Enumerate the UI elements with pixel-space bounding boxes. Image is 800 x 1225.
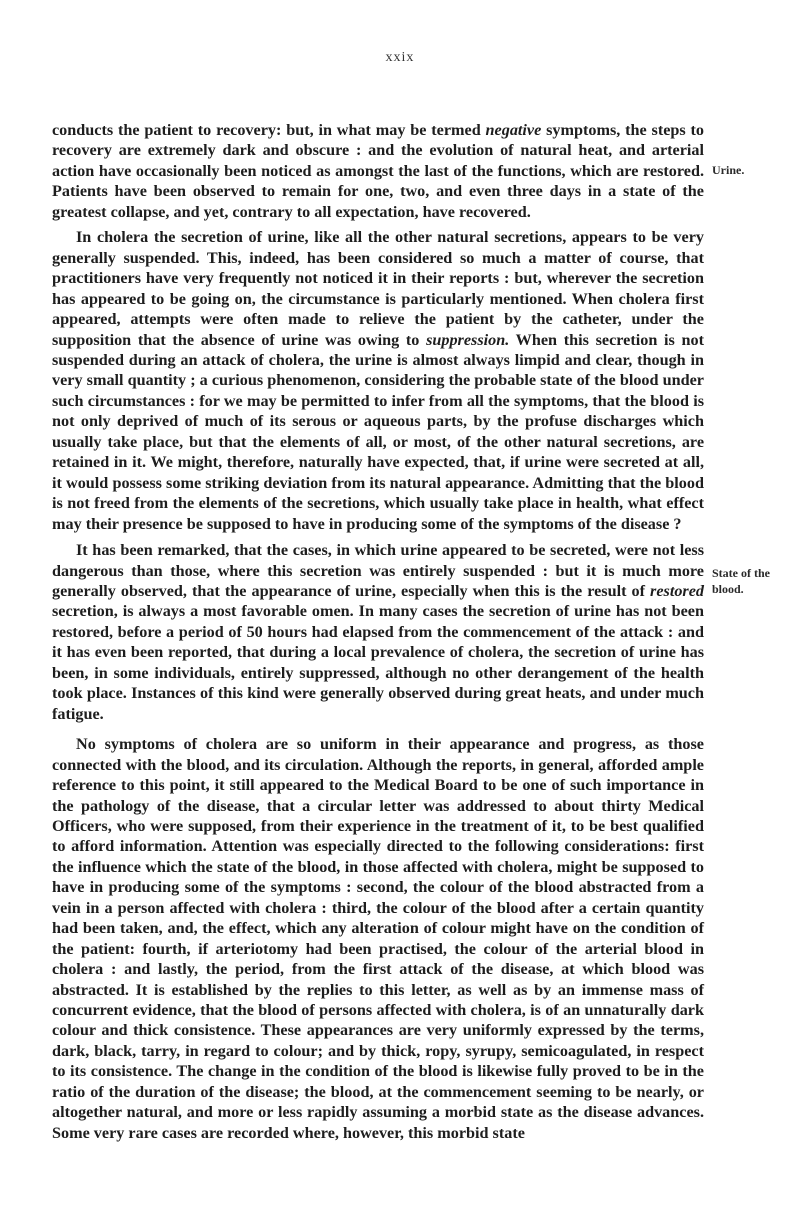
paragraph-urine-prognosis [52, 540, 704, 724]
body-text [52, 120, 704, 1149]
margin-note-blood-line1: State of the [712, 566, 770, 580]
paragraph-urine-prognosis-text-b: secretion, is always a most favorable omen. In many cases the secretion of urine has not been restored, before a period of 50 hours had elapsed from the commencement of the attack : and it has even been reported, that during a local prevalence of cholera, the secretion of urine has been, in some individuals, entirely suppressed, although no other derangement of the health took place. Instances of this kind were generally observed during great heats, and under much fatigue. [52, 602, 704, 723]
paragraph-recovery-emphasis: negative [485, 121, 542, 139]
paragraph-recovery-text-a: conducts the patient to recovery: but, in what may be termed [52, 121, 486, 139]
paragraph-blood: No symptoms of cholera are so uniform in their appearance and progress, as those connected with the blood, and its circulation. Although the reports, in general, afforded ample reference to this point, it still appeared to the Medical Board to be one of such importance in the pathology of the disease, that a circular letter was addressed to about thirty Medical Officers, who were supposed, from their experience in the treatment of it, to be best qualified to afford information. Attention was especially directed to the following considerations: first the influence which the state of the blood, in those affected with cholera, might be supposed to have in producing some of the symptoms : second, the colour of the blood abstracted from a vein in a person affected with cholera : third, the colour of the blood after a certain quantity had been taken, and, the effect, which any alteration of colour might have on the condition of the patient: fourth, if arteriotomy had been practised, the colour of the arterial blood in cholera : and lastly, the period, from the first attack of the disease, at which blood was abstracted. It is established by the replies to this letter, as well as by an immense mass of concurrent evidence, that the blood of persons affected with cholera, is of an unnaturally dark colour and thick consistence. These appearances are very uniformly expressed by the terms, dark, black, tarry, in regard to colour; and by thick, ropy, syrupy, semicoagulated, in respect to its consistence. The change in the condition of the blood is likewise fully proved to be in the ratio of the duration of the disease; the blood, at the commencement seeming to be nearly, or altogether natural, and more or less rapidly assuming a morbid state as the disease advances. Some very rare cases are recorded where, however, this morbid state [52, 735, 704, 1142]
margin-note-urine: Urine. [712, 163, 745, 177]
paragraph-recovery [52, 120, 704, 222]
margin-note-blood-line2: blood. [712, 582, 744, 596]
paragraph-urine-emphasis: suppression. [426, 330, 510, 349]
paragraph-urine [52, 227, 704, 534]
page-number: xxix [385, 50, 415, 65]
paragraph-recovery-text-b: symptoms, the steps to recovery are extremely dark and obscure : and the evolution of natural heat, and arterial action have occasionally been noticed as amongst the last of the functions, which are restored. Patients have been observed to remain for one, two, and even three days in a state of the greatest collapse, and yet, contrary to all expectation, have recovered. [52, 121, 704, 221]
paragraph-urine-prognosis-emphasis: restored [650, 581, 704, 600]
margin-note-blood [712, 565, 770, 597]
paragraph-urine-prognosis-text-a: It has been remarked, that the cases, in which urine appeared to be secreted, were not less dangerous than those, where this secretion was entirely suspended : but it is much more generally observed, that the appearance of urine, especially when this is the result of [52, 541, 704, 600]
paragraph-urine-text-a: In cholera the secretion of urine, like all the other natural secretions, appears to be very generally suspended. This, indeed, has been considered so much a matter of course, that practitioners have very frequently not noticed it in their reports : but, wherever the secretion has appeared to be going on, the circumstance is particularly mentioned. When cholera first appeared, attempts were often made to relieve the patient by the catheter, under the supposition that the absence of urine was owing to [52, 228, 704, 349]
paragraph-urine-text-b: When this secretion is not suspended during an attack of cholera, the urine is almost always limpid and clear, though in very small quantity ; a curious phenomenon, considering the probable state of the blood under such circumstances : for we may be permitted to infer from all the symptoms, that the blood is not only deprived of much of its serous or aqueous parts, by the profuse discharges which usually take place, but that the elements of all, or most, of the other natural secretions, are retained in it. We might, therefore, naturally have expected, that, if urine were secreted at all, it would possess some striking deviation from its natural appearance. Admitting that the blood is not freed from the elements of the secretions, which usually take place in health, what effect may their presence be supposed to have in producing some of the symptoms of the disease ? [52, 330, 704, 533]
